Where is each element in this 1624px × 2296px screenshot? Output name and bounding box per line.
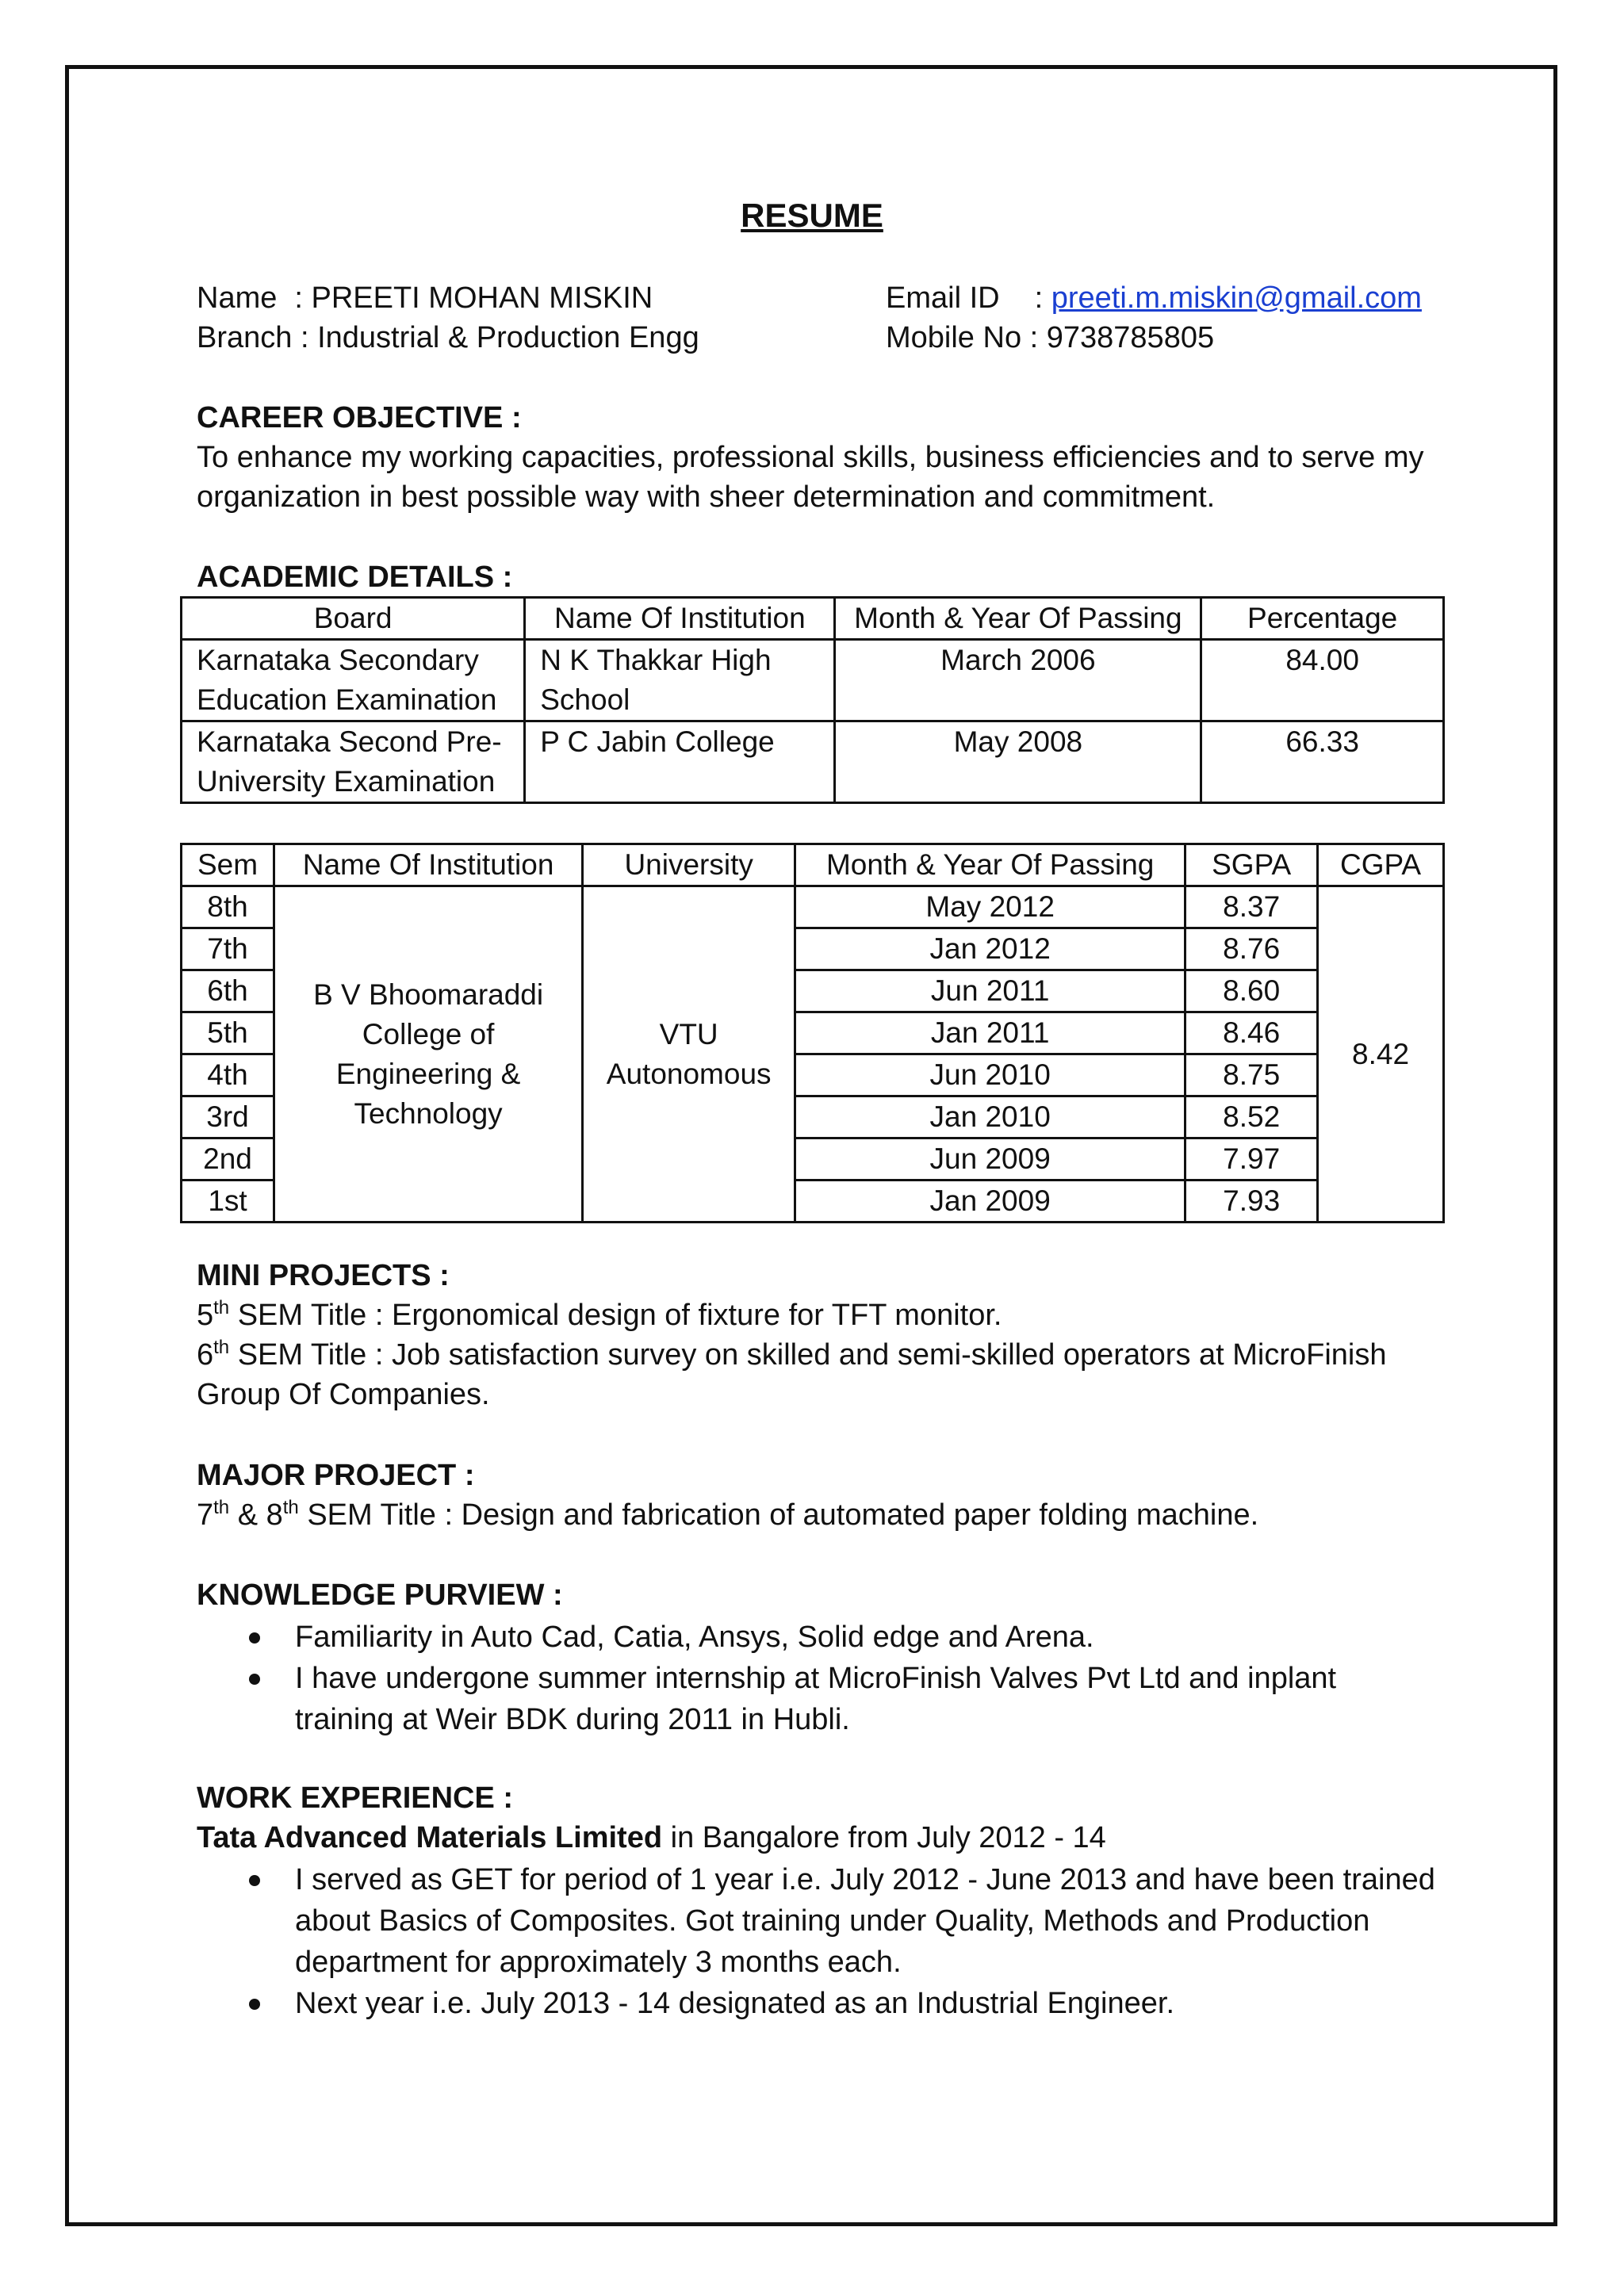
name-value: : PREETI MOHAN MISKIN — [294, 281, 653, 315]
college-line: Engineering & — [335, 1057, 521, 1090]
knowledge-heading: KNOWLEDGE PURVIEW : — [197, 1578, 563, 1612]
header-passing: Month & Year Of Passing — [795, 844, 1185, 886]
company-name: Tata Advanced Materials Limited — [197, 1821, 663, 1854]
college-line: College of — [362, 1017, 495, 1050]
mobile-value: : 9738785805 — [1029, 321, 1215, 354]
header-board: Board — [182, 598, 525, 640]
major-project-text: 7th & 8th SEM Title : Design and fabrication of automated paper folding machine. — [197, 1497, 1259, 1532]
percentage: 66.33 — [1201, 721, 1444, 803]
passing-date: Jan 2012 — [795, 928, 1185, 970]
academic-details-heading: ACADEMIC DETAILS : — [197, 561, 513, 594]
branch-row — [197, 318, 699, 358]
board-line: Education Examination — [197, 683, 497, 716]
passing-date: Jan 2009 — [795, 1181, 1185, 1223]
knowledge-list — [197, 1617, 1580, 1740]
cgpa-cell: 8.42 — [1318, 886, 1444, 1223]
email-row — [886, 278, 1422, 318]
sgpa-cell: 8.76 — [1185, 928, 1318, 970]
header-cgpa: CGPA — [1318, 844, 1444, 886]
sem-cell: 7th — [182, 928, 274, 970]
school-table-header — [182, 598, 1444, 640]
career-objective-heading: CAREER OBJECTIVE : — [197, 401, 522, 434]
board-line: Karnataka Secondary — [197, 644, 479, 676]
header-passing: Month & Year Of Passing — [835, 598, 1201, 640]
company-details: in Bangalore from July 2012 - 14 — [662, 1821, 1106, 1854]
sgpa-cell: 8.37 — [1185, 886, 1318, 928]
sgpa-cell: 8.52 — [1185, 1096, 1318, 1138]
work-experience-heading: WORK EXPERIENCE : — [197, 1781, 514, 1815]
work-company-row — [197, 1818, 1106, 1858]
list-item: I have undergone summer internship at MicroFinish Valves Pvt Ltd and inplant training at Weir BDK during 2011 in Hubli. — [197, 1658, 1580, 1740]
sem-cell: 6th — [182, 970, 274, 1012]
sgpa-cell: 7.97 — [1185, 1138, 1318, 1181]
sem-cell: 4th — [182, 1054, 274, 1096]
major-project-heading: MAJOR PROJECT : — [197, 1459, 475, 1492]
bullet-icon — [249, 1875, 260, 1886]
university-line: VTU — [659, 1017, 718, 1050]
email-label: Email ID — [886, 281, 1000, 315]
college-cell — [274, 886, 582, 1223]
passing-date: May 2008 — [835, 721, 1201, 803]
passing-date: Jun 2011 — [795, 970, 1185, 1012]
college-line: Technology — [354, 1096, 503, 1130]
university-cell — [583, 886, 795, 1223]
work-list — [197, 1859, 1580, 2024]
sem-cell: 3rd — [182, 1096, 274, 1138]
institution-line: P C Jabin College — [540, 725, 775, 758]
header-university: University — [583, 844, 795, 886]
semester-table-header — [182, 844, 1444, 886]
header-percentage: Percentage — [1201, 598, 1444, 640]
passing-date: Jun 2009 — [795, 1138, 1185, 1181]
institution-line: N K Thakkar High — [540, 644, 772, 676]
sgpa-cell: 8.46 — [1185, 1012, 1318, 1054]
mini-project-2: 6th SEM Title : Job satisfaction survey on skilled and semi-skilled operators at MicroFinish — [197, 1337, 1387, 1372]
mobile-row — [886, 318, 1214, 358]
header-institution: Name Of Institution — [274, 844, 582, 886]
header-sem: Sem — [182, 844, 274, 886]
passing-date: Jan 2010 — [795, 1096, 1185, 1138]
branch-value: : Industrial & Production Engg — [300, 321, 699, 354]
mini-projects-heading: MINI PROJECTS : — [197, 1259, 450, 1292]
mini-project-2-cont: Group Of Companies. — [197, 1378, 490, 1411]
sgpa-cell: 8.60 — [1185, 970, 1318, 1012]
email-link[interactable]: preeti.m.miskin@gmail.com — [1051, 281, 1422, 315]
sgpa-cell: 7.93 — [1185, 1181, 1318, 1223]
semester-table — [180, 843, 1445, 1223]
percentage: 84.00 — [1201, 640, 1444, 721]
mobile-label: Mobile No — [886, 321, 1022, 354]
board-line: Karnataka Second Pre- — [197, 725, 502, 758]
board-line: University Examination — [197, 765, 496, 798]
sem-cell: 2nd — [182, 1138, 274, 1181]
table-row — [182, 721, 1444, 803]
email-sep: : — [1034, 281, 1044, 315]
school-table — [180, 596, 1445, 804]
career-objective-line-2: organization in best possible way with sheer determination and commitment. — [197, 480, 1216, 514]
table-row — [182, 640, 1444, 721]
mini-project-1: 5th SEM Title : Ergonomical design of fixture for TFT monitor. — [197, 1297, 1002, 1332]
bullet-icon — [249, 1632, 260, 1644]
passing-date: May 2012 — [795, 886, 1185, 928]
list-item: I served as GET for period of 1 year i.e. July 2012 - June 2013 and have been trained about Basics of Composites. Got training under Quality, Methods and Production department for approximately 3 months each. — [197, 1859, 1580, 1983]
passing-date: Jan 2011 — [795, 1012, 1185, 1054]
sem-cell: 8th — [182, 886, 274, 928]
list-item: Familiarity in Auto Cad, Catia, Ansys, Solid edge and Arena. — [197, 1617, 1580, 1658]
table-row — [182, 886, 1444, 928]
bullet-icon — [249, 1674, 260, 1685]
header-sgpa: SGPA — [1185, 844, 1318, 886]
institution-line: School — [540, 683, 630, 716]
college-line: B V Bhoomaraddi — [313, 978, 544, 1011]
header-institution: Name Of Institution — [525, 598, 835, 640]
career-objective-line-1: To enhance my working capacities, professional skills, business efficiencies and to serve my — [197, 441, 1424, 474]
resume-title: RESUME — [741, 197, 883, 234]
list-item: Next year i.e. July 2013 - 14 designated as an Industrial Engineer. — [197, 1983, 1580, 2024]
sem-cell: 5th — [182, 1012, 274, 1054]
passing-date: March 2006 — [835, 640, 1201, 721]
university-line: Autonomous — [606, 1057, 772, 1090]
branch-label: Branch — [197, 321, 293, 354]
sgpa-cell: 8.75 — [1185, 1054, 1318, 1096]
passing-date: Jun 2010 — [795, 1054, 1185, 1096]
bullet-icon — [249, 1999, 260, 2010]
name-row — [197, 278, 653, 318]
name-label: Name — [197, 281, 278, 315]
sem-cell: 1st — [182, 1181, 274, 1223]
